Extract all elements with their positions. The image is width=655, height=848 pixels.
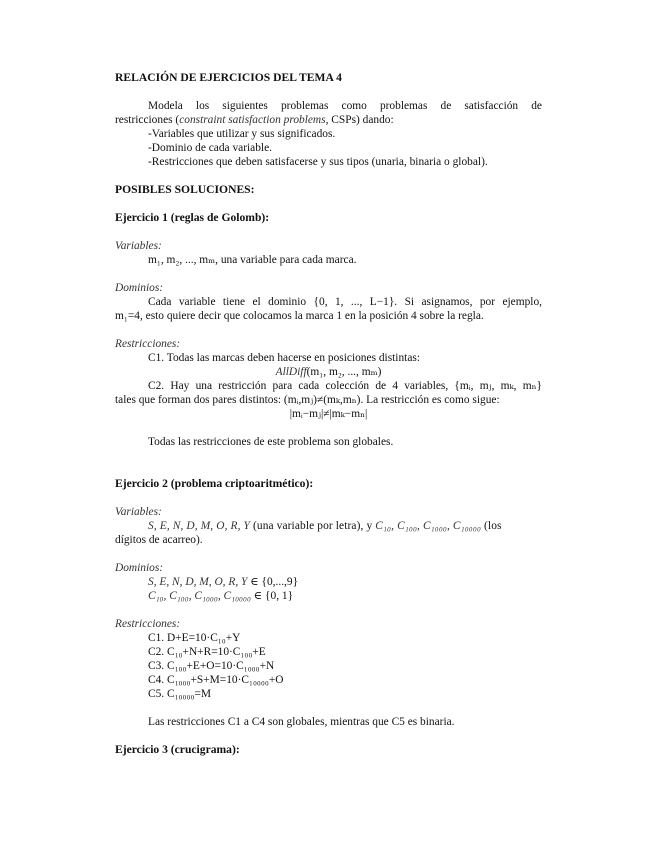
page-heading: RELACIÓN DE EJERCICIOS DEL TEMA 4 xyxy=(115,71,342,84)
ex2-constraint: C5. C₁₀₀₀₀=M xyxy=(148,688,211,700)
ex2-domains-label: Dominios: xyxy=(115,562,164,574)
ex2-carry-domain-set: ∈ {0, 1} xyxy=(250,590,294,602)
ex2-constraint: C3. C₁₀₀+E+O=10·C₁₀₀₀+N xyxy=(148,660,275,672)
intro-text-end: , CSPs) dando: xyxy=(325,114,394,126)
intro-line-1: Modela los siguientes problemas como problemas de satisfacción de xyxy=(148,100,542,112)
ex2-domain-set: ∈ {0,...,9} xyxy=(247,576,299,588)
ex1-c2-line-1: C2. Hay una restricción para cada colección de 4 variables, {mᵢ, mⱼ, mₖ, mₙ} xyxy=(148,380,542,392)
ex2-title: Ejercicio 2 (problema criptoaritmético): xyxy=(115,477,314,490)
ex1-restrictions-label: Restricciones: xyxy=(115,338,181,350)
ex2-restrictions-label: Restricciones: xyxy=(115,618,181,630)
ex1-c2-line-2: tales que forman dos pares distintos: (mᵢ,mⱼ)≠(mₖ,mₙ). La restricción es como sigue: xyxy=(115,394,500,406)
ex2-variables-text-end: (los xyxy=(481,520,502,532)
ex1-variables: m₁, m₂, ..., mₘ, una variable para cada marca. xyxy=(148,254,357,266)
ex2-carry-domain-vars: C₁₀, C₁₀₀, C₁₀₀₀, C₁₀₀₀₀ xyxy=(148,590,251,602)
ex2-note: Las restricciones C1 a C4 son globales, mientras que C5 es binaria. xyxy=(148,716,455,728)
ex2-constraint: C2. C₁₀+N+R=10·C₁₀₀+E xyxy=(148,646,266,658)
alldiff-function: AllDiff xyxy=(275,366,307,378)
intro-item: -Dominio de cada variable. xyxy=(148,142,272,154)
intro-line-2 xyxy=(115,113,542,127)
ex1-variables-label: Variables: xyxy=(115,240,162,252)
ex1-c2-formula: |mᵢ−mⱼ|≠|mₖ−mₙ| xyxy=(289,408,368,420)
ex2-domain-line-1 xyxy=(115,575,542,589)
ex1-c1-formula xyxy=(115,365,542,379)
ex2-domain-vars: S, E, N, D, M, O, R, Y xyxy=(148,576,248,588)
ex3-title: Ejercicio 3 (crucigrama): xyxy=(115,743,240,756)
ex2-carry-vars: C₁₀, C₁₀₀, C₁₀₀₀, C₁₀₀₀₀ xyxy=(375,520,482,532)
ex2-constraint: C4. C₁₀₀₀+S+M=10·C₁₀₀₀₀+O xyxy=(148,674,284,686)
ex2-variables-text: (una variable por letra), y xyxy=(250,520,376,532)
ex1-title: Ejercicio 1 (reglas de Golomb): xyxy=(115,211,270,224)
alldiff-args: (m₁, m₂, ..., mₘ) xyxy=(306,366,382,378)
ex2-constraint: C1. D+E=10·C₁₀+Y xyxy=(148,632,241,644)
intro-text: restricciones ( xyxy=(115,114,180,126)
ex1-c1: C1. Todas las marcas deben hacerse en posiciones distintas: xyxy=(148,352,420,364)
ex2-variables-line-1 xyxy=(115,519,542,533)
ex2-variables-line-2: dígitos de acarreo). xyxy=(115,534,203,546)
ex1-domain-line-2: m₁=4, esto quiere decir que colocamos la marca 1 en la posición 4 sobre la regla. xyxy=(115,310,484,322)
intro-item: -Restricciones que deben satisfacerse y sus tipos (unaria, binaria o global). xyxy=(148,156,488,168)
intro-emphasis: constraint satisfaction problems xyxy=(179,114,326,126)
ex1-note: Todas las restricciones de este problema son globales. xyxy=(148,436,394,448)
solutions-heading: POSIBLES SOLUCIONES: xyxy=(115,183,255,196)
ex2-variables-label: Variables: xyxy=(115,506,162,518)
intro-item: -Variables que utilizar y sus significados. xyxy=(148,128,336,140)
ex2-domain-line-2 xyxy=(115,589,542,603)
ex2-letter-vars: S, E, N, D, M, O, R, Y xyxy=(148,520,250,532)
ex1-domains-label: Dominios: xyxy=(115,282,164,294)
ex1-domain-line-1: Cada variable tiene el dominio {0, 1, ..., L−1}. Si asignamos, por ejemplo, xyxy=(148,296,542,308)
